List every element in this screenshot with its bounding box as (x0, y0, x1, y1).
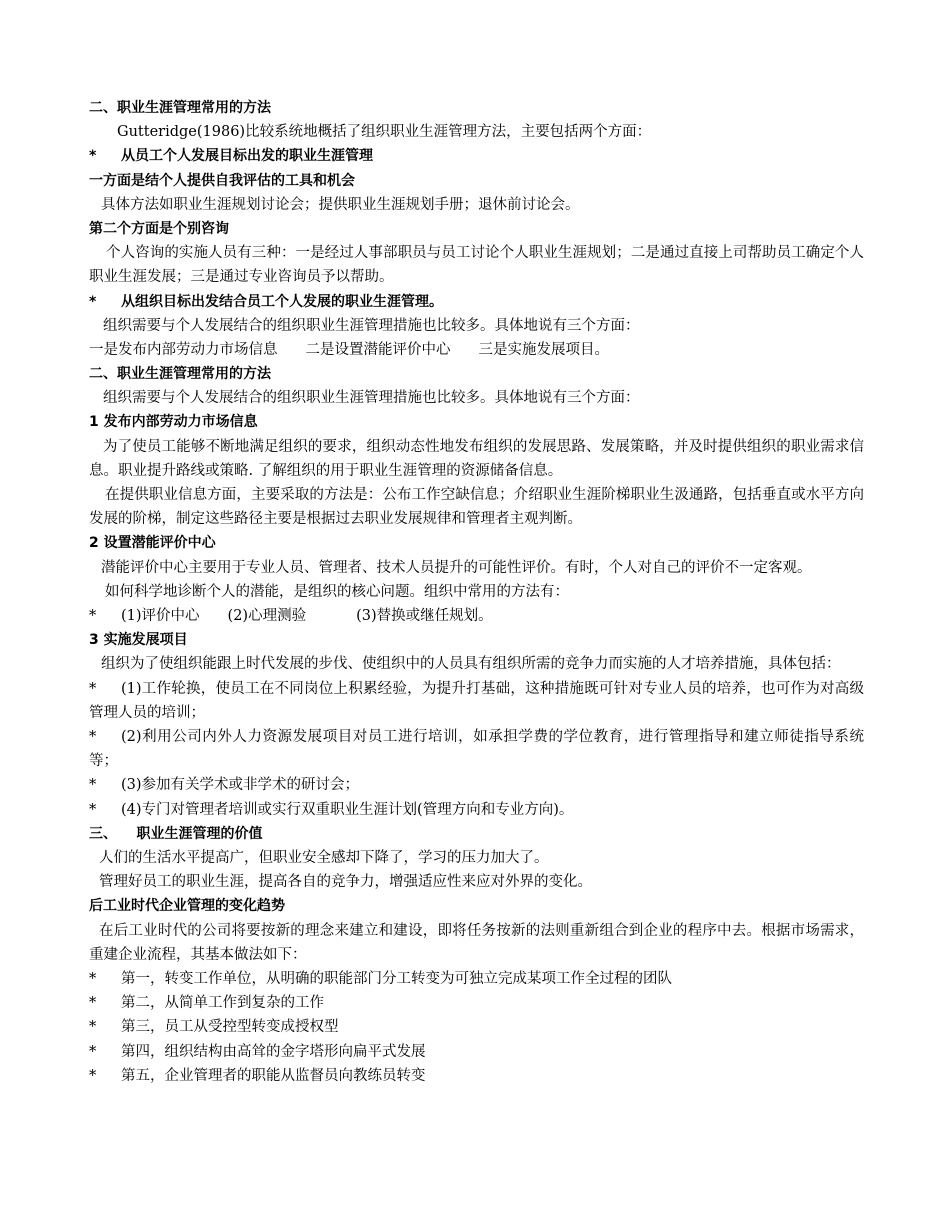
subsection-heading: 1 发布内部劳动力市场信息 (89, 414, 258, 431)
bullet-text: 第二，从简单工作到复杂的工作 (121, 995, 324, 1012)
paragraph: 在后工业时代的公司将要按新的理念来建立和建设，即将任务按新的法则重新组合到企业的程序中去。根据市场需求，重建企业流程，其基本做法如下： (89, 922, 864, 963)
bullet-mark: * (89, 148, 97, 165)
section-heading: 二、职业生涯管理常用的方法 (89, 100, 271, 116)
subsection-heading: 3 实施发展项目 (89, 632, 188, 649)
paragraph: 管理好员工的职业生涯，提高各自的竞争力，增强适应性来应对外界的变化。 (99, 874, 592, 891)
bullet-text: (4)专门对管理者培训或实行双重职业生涯计划(管理方向和专业方向)。 (121, 801, 574, 818)
bullet-item (89, 1040, 864, 1064)
inline-list (89, 338, 864, 362)
bullet-item (89, 798, 864, 822)
bullet-text: (1)工作轮换，使员工在不同岗位上积累经验，为提升打基础，这种措施既可针对专业人员的培养，也可作为对高级管理人员的培训； (89, 680, 864, 721)
bullet-heading-text: 从组织目标出发结合员工个人发展的职业生涯管理。 (121, 293, 443, 310)
bullet-item (89, 725, 864, 773)
section-heading: 二、职业生涯管理常用的方法 (89, 366, 271, 383)
paragraph: 具体方法如职业生涯规划讨论会；提供职业生涯规划手册；退休前讨论会。 (101, 196, 580, 213)
bullet-mark: * (89, 729, 97, 746)
bullet-heading-text: 从员工个人发展目标出发的职业生涯管理 (121, 148, 373, 165)
bullet-item (89, 1015, 864, 1039)
bullet-mark: * (89, 801, 97, 818)
bullet-text: 第一，转变工作单位，从明确的职能部门分工转变为可独立完成某项工作全过程的团队 (121, 970, 672, 987)
list-item: 一是发布内部劳动力市场信息 (89, 341, 278, 358)
list-item: (2)心理测验 (227, 608, 307, 625)
bullet-item (89, 991, 864, 1015)
paragraph: 个人咨询的实施人员有三种：一是经过人事部职员与员工讨论个人职业生涯规划；二是通过直接上司帮助员工确定个人职业生涯发展；三是通过专业咨询员予以帮助。 (89, 245, 864, 286)
bullet-text: 第四，组织结构由高耸的金字塔形向扁平式发展 (121, 1043, 426, 1060)
subsection-heading: 2 设置潜能评价中心 (89, 535, 216, 552)
subsection-heading: 一方面是结个人提供自我评估的工具和机会 (89, 172, 355, 189)
bullet-mark: * (89, 995, 97, 1012)
bullet-heading (89, 144, 864, 168)
list-item: 二是设置潜能评价中心 (305, 341, 451, 358)
bullet-item (89, 967, 864, 991)
list-item: 三是实施发展项目。 (478, 341, 609, 358)
bullet-heading (89, 290, 864, 314)
inline-list (89, 604, 864, 628)
paragraph: 组织需要与个人发展结合的组织职业生涯管理措施也比较多。具体地说有三个方面： (103, 390, 640, 407)
bullet-text: (3)参加有关学术或非学术的研讨会； (121, 777, 360, 794)
bullet-mark: * (89, 680, 97, 697)
paragraph: 为了使员工能够不断地满足组织的要求，组织动态性地发布组织的发展思路、发展策略，并及时提供组织的职业需求信息。职业提升路线或策略. 了解组织的用于职业生涯管理的资源储备信息。 (89, 438, 864, 479)
section-heading: 后工业时代企业管理的变化趋势 (89, 898, 285, 915)
bullet-item (89, 1064, 864, 1088)
paragraph: 潜能评价中心主要用于专业人员、管理者、技术人员提升的可能性评价。有时，个人对自己的评价不一定客观。 (101, 559, 812, 576)
bullet-mark: * (89, 777, 97, 794)
bullet-text: (2)利用公司内外人力资源发展项目对员工进行培训，如承担学费的学位教育，进行管理指导和建立师徒指导系统等； (89, 729, 864, 770)
bullet-item (89, 677, 864, 725)
bullet-mark: * (89, 608, 97, 625)
paragraph: 组织为了使组织能跟上时代发展的步伐、使组织中的人员具有组织所需的竞争力而实施的人才培养措施，具体包括： (101, 656, 841, 673)
list-item: (3)替换或继任规划。 (356, 608, 493, 625)
bullet-mark: * (89, 1019, 97, 1036)
bullet-mark: * (89, 293, 97, 310)
document-body (89, 96, 864, 1088)
paragraph: 如何科学地诊断个人的潜能，是组织的核心问题。组织中常用的方法有： (105, 583, 569, 600)
list-item: (1)评价中心 (121, 608, 200, 625)
subsection-heading: 第二个方面是个别咨询 (89, 220, 229, 237)
bullet-mark: * (89, 1043, 97, 1060)
bullet-mark: * (89, 1067, 97, 1084)
paragraph: Gutteridge(1986)比较系统地概括了组织职业生涯管理方法，主要包括两个方面： (117, 124, 652, 141)
bullet-mark: * (89, 970, 97, 987)
bullet-text: 第三，员工从受控型转变成授权型 (121, 1019, 339, 1036)
bullet-item (89, 773, 864, 797)
bullet-text: 第五，企业管理者的职能从监督员向教练员转变 (121, 1067, 426, 1084)
section-heading: 三、 职业生涯管理的价值 (89, 825, 263, 842)
paragraph: 组织需要与个人发展结合的组织职业生涯管理措施也比较多。具体地说有三个方面： (103, 317, 640, 334)
paragraph: 在提供职业信息方面，主要采取的方法是：公布工作空缺信息；介绍职业生涯阶梯职业生汲通路，包括垂直或水平方向发展的阶梯，制定这些路径主要是根据过去职业发展规律和管理者主观判断。 (89, 487, 864, 528)
paragraph: 人们的生活水平提高广，但职业安全感却下降了，学习的压力加大了。 (99, 850, 549, 866)
